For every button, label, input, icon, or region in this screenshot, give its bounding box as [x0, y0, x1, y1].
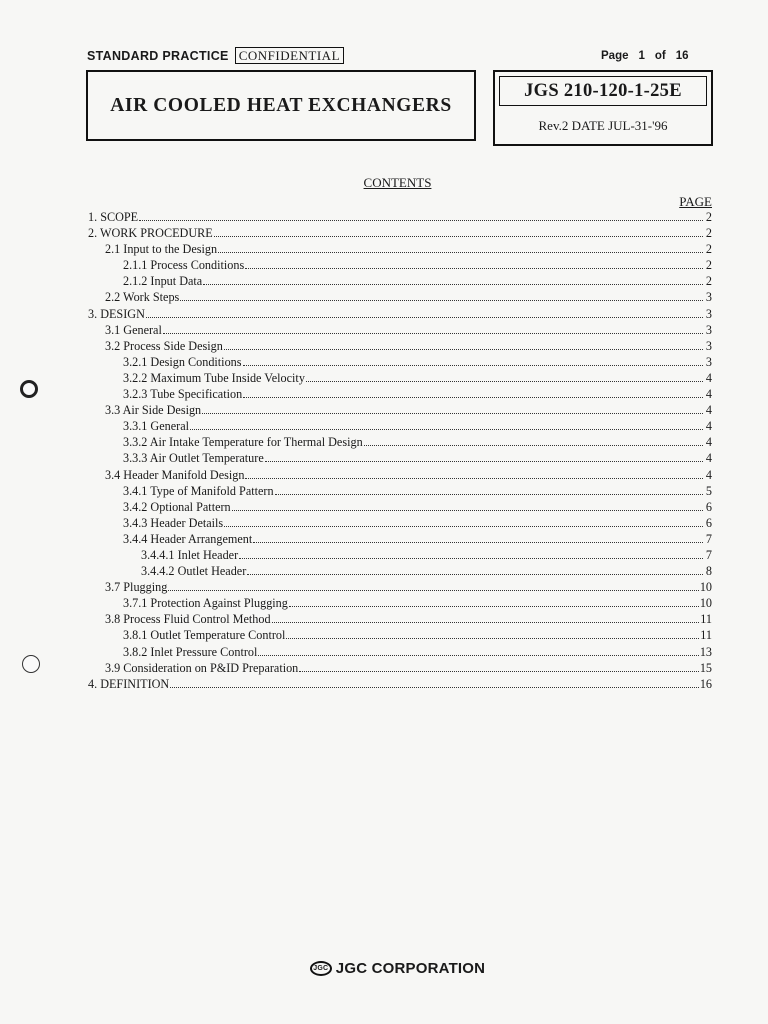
of-label: of [654, 50, 666, 62]
toc-entry [88, 241, 712, 257]
toc-entry-page: 4 [705, 467, 712, 482]
page-column-label: PAGE [679, 194, 712, 209]
document-number: JGS 210-120-1-25E [499, 76, 707, 106]
toc-entry [88, 531, 712, 547]
toc-entry [88, 627, 712, 643]
total-pages: 16 [675, 50, 689, 62]
toc-leader-dots [265, 450, 703, 462]
toc-entry-label: 3.4.4 Header Arrangement [123, 531, 253, 546]
toc-entry-page: 3 [705, 290, 712, 305]
toc-entry-label: 3.4.3 Header Details [123, 515, 224, 530]
toc-entry-page: 10 [699, 580, 712, 595]
company-footer [0, 960, 768, 977]
table-of-contents [88, 209, 712, 692]
page-number: 1 [638, 50, 645, 62]
toc-entry-label: 4. DEFINITION [88, 676, 170, 691]
toc-entry [88, 467, 712, 483]
toc-leader-dots [163, 322, 703, 334]
toc-entry [88, 595, 712, 611]
toc-entry-label: 3.4.4.2 Outlet Header [141, 564, 247, 579]
toc-leader-dots [243, 386, 703, 398]
toc-entry [88, 515, 712, 531]
confidential-stamp: CONFIDENTIAL [235, 47, 344, 64]
toc-leader-dots [299, 660, 699, 672]
toc-entry-page: 4 [705, 403, 712, 418]
toc-entry-label: 3.3 Air Side Design [105, 403, 202, 418]
toc-entry-page: 3 [705, 322, 712, 337]
toc-entry [88, 402, 712, 418]
toc-entry-page: 2 [705, 258, 712, 273]
toc-entry [88, 354, 712, 370]
toc-entry-label: 3.2 Process Side Design [105, 338, 223, 353]
toc-entry [88, 370, 712, 386]
toc-entry [88, 386, 712, 402]
toc-entry-page: 5 [705, 483, 712, 498]
toc-leader-dots [218, 241, 703, 253]
toc-entry-page: 7 [705, 531, 712, 546]
toc-entry-page: 6 [705, 515, 712, 530]
jgc-logo-icon: JGC [310, 961, 332, 976]
toc-entry-label: 3.7.1 Protection Against Plugging [123, 596, 288, 611]
toc-leader-dots [139, 209, 703, 221]
toc-entry-page: 15 [699, 660, 712, 675]
toc-entry [88, 547, 712, 563]
toc-entry-label: 3.3.1 General [123, 419, 189, 434]
toc-leader-dots [306, 370, 703, 382]
toc-leader-dots [190, 418, 703, 430]
toc-entry-label: 3.8.1 Outlet Temperature Control [123, 628, 286, 643]
toc-entry-page: 2 [705, 242, 712, 257]
toc-leader-dots [275, 483, 703, 495]
toc-entry [88, 418, 712, 434]
toc-leader-dots [286, 627, 699, 639]
toc-entry-page: 6 [705, 499, 712, 514]
toc-entry-label: 3.2.1 Design Conditions [123, 354, 242, 369]
toc-entry-label: 3.2.2 Maximum Tube Inside Velocity [123, 370, 305, 385]
toc-entry-label: 2.1 Input to the Design [105, 242, 218, 257]
toc-entry-label: 2. WORK PROCEDURE [88, 226, 213, 241]
toc-leader-dots [272, 611, 700, 623]
document-title-box [86, 70, 476, 141]
toc-leader-dots [243, 354, 704, 366]
toc-entry-label: 3.9 Consideration on P&ID Preparation [105, 660, 299, 675]
toc-leader-dots [170, 676, 699, 688]
toc-entry-label: 3.3.3 Air Outlet Temperature [123, 451, 264, 466]
toc-entry [88, 338, 712, 354]
toc-entry-label: 1. SCOPE [88, 210, 139, 224]
contents-heading: CONTENTS [363, 175, 432, 190]
toc-entry-page: 7 [705, 547, 712, 562]
toc-leader-dots [239, 547, 703, 559]
toc-leader-dots [247, 563, 703, 575]
toc-entry [88, 611, 712, 627]
document-number-box [493, 70, 713, 146]
standard-practice-label: STANDARD PRACTICE [87, 48, 229, 63]
toc-entry-page: 3 [705, 306, 712, 321]
toc-entry-label: 3.4.4.1 Inlet Header [141, 547, 239, 562]
toc-entry-label: 2.1.1 Process Conditions [123, 258, 245, 273]
toc-entry-label: 3.7 Plugging [105, 580, 168, 595]
toc-leader-dots [253, 531, 703, 543]
toc-entry-page: 4 [705, 435, 712, 450]
toc-entry-page: 2 [705, 226, 712, 241]
toc-entry [88, 450, 712, 466]
document-title: AIR COOLED HEAT EXCHANGERS [110, 94, 452, 116]
toc-leader-dots [168, 579, 699, 591]
toc-entry-page: 3 [705, 338, 712, 353]
toc-entry-label: 3.8.2 Inlet Pressure Control [123, 644, 258, 659]
toc-entry-page: 10 [699, 596, 712, 611]
toc-entry-page: 4 [705, 370, 712, 385]
toc-entry [88, 483, 712, 499]
toc-entry-label: 3.1 General [105, 322, 162, 337]
toc-entry-page: 11 [700, 628, 712, 643]
toc-entry-label: 3.4.2 Optional Pattern [123, 499, 231, 514]
toc-entry [88, 322, 712, 338]
toc-leader-dots [245, 257, 703, 269]
toc-entry [88, 225, 712, 241]
toc-leader-dots [364, 434, 703, 446]
toc-entry-page: 13 [699, 644, 712, 659]
toc-leader-dots [258, 644, 698, 656]
toc-entry [88, 563, 712, 579]
toc-entry [88, 579, 712, 595]
company-name: JGC CORPORATION [335, 960, 486, 977]
toc-entry-page: 3 [705, 354, 712, 369]
toc-entry [88, 660, 712, 676]
toc-leader-dots [232, 499, 703, 511]
toc-leader-dots [224, 338, 703, 350]
toc-entry-label: 3. DESIGN [88, 306, 145, 321]
binder-hole-icon [22, 655, 40, 673]
toc-leader-dots [180, 289, 703, 301]
revision-date: Rev.2 DATE JUL-31-'96 [538, 118, 668, 133]
toc-entry [88, 434, 712, 450]
toc-entry-label: 2.2 Work Steps [105, 290, 180, 305]
page-indicator [601, 50, 689, 62]
toc-entry [88, 289, 712, 305]
toc-entry [88, 306, 712, 322]
toc-entry-label: 3.3.2 Air Intake Temperature for Thermal Design [123, 435, 363, 450]
toc-leader-dots [203, 273, 703, 285]
toc-entry-page: 8 [705, 564, 712, 579]
toc-entry-page: 11 [700, 612, 712, 627]
toc-entry [88, 676, 712, 692]
toc-entry-page: 4 [705, 419, 712, 434]
toc-leader-dots [202, 402, 703, 414]
toc-leader-dots [214, 225, 703, 237]
toc-entry-label: 3.4 Header Manifold Design [105, 467, 245, 482]
standard-practice-header [87, 47, 344, 64]
toc-entry [88, 499, 712, 515]
toc-entry [88, 273, 712, 289]
binder-hole-icon [20, 380, 38, 398]
toc-entry-page: 2 [705, 210, 712, 224]
toc-leader-dots [245, 467, 703, 479]
toc-entry-label: 3.2.3 Tube Specification [123, 387, 243, 402]
toc-entry-label: 2.1.2 Input Data [123, 274, 203, 289]
toc-entry-page: 4 [705, 451, 712, 466]
toc-leader-dots [146, 306, 703, 318]
toc-leader-dots [289, 595, 699, 607]
toc-entry-page: 2 [705, 274, 712, 289]
toc-entry-page: 16 [699, 676, 712, 691]
page-label: Page [601, 50, 629, 62]
toc-entry [88, 257, 712, 273]
toc-leader-dots [224, 515, 703, 527]
toc-entry-label: 3.8 Process Fluid Control Method [105, 612, 271, 627]
toc-entry [88, 644, 712, 660]
toc-entry [88, 209, 712, 225]
toc-entry-label: 3.4.1 Type of Manifold Pattern [123, 483, 274, 498]
toc-entry-page: 4 [705, 387, 712, 402]
